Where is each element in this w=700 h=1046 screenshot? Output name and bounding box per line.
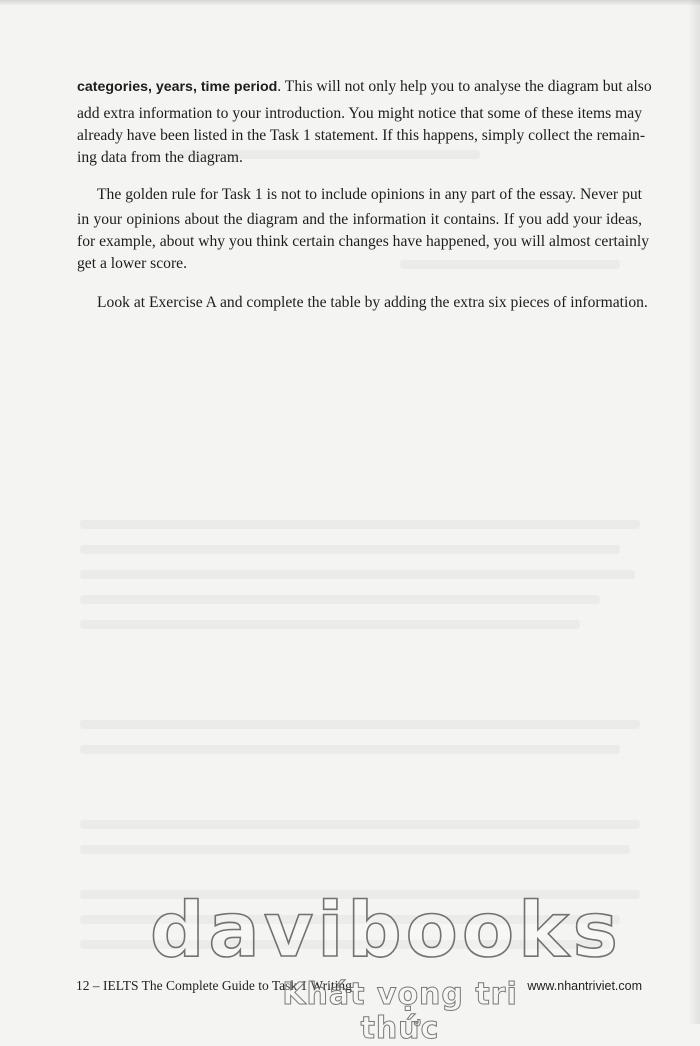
bleed-through-smudge — [80, 820, 640, 829]
watermark-brand-logo: davibooks — [150, 885, 622, 974]
paragraph-2-line-3: for example, about why you think certain changes have happened, you will almost certainly — [77, 233, 650, 250]
paragraph-1-line-4: ing data from the diagram. — [77, 149, 243, 166]
bleed-through-smudge — [80, 620, 580, 629]
bleed-through-smudge — [80, 545, 620, 554]
bleed-through-smudge — [80, 845, 630, 854]
paragraph-2-line-4: get a lower score. — [77, 255, 187, 272]
bleed-through-smudge — [80, 595, 600, 604]
bleed-through-smudge — [80, 720, 640, 729]
paragraph-2-line-2: in your opinions about the diagram and the information it contains. If you add your ideas, — [77, 211, 642, 228]
bold-keywords: categories, years, time period — [77, 79, 278, 95]
page-top-shadow — [0, 0, 700, 6]
paragraph-1-line-2: add extra information to your introduction. You might notice that some of these items may — [77, 105, 642, 122]
paragraph-3-line-1: Look at Exercise A and complete the table by adding the extra six pieces of information. — [97, 294, 648, 311]
paragraph-1-line-1-text: . This will not only help you to analyse the diagram but also — [277, 78, 652, 95]
footer-page-label: 12 – IELTS The Complete Guide to Task 1 Writing — [76, 978, 352, 993]
watermark-tagline: Khát vọng tri thức — [282, 977, 518, 1046]
paragraph-1-line-3: already have been listed in the Task 1 statement. If this happens, simply collect the remain- — [77, 127, 646, 144]
paragraph-2-line-1: The golden rule for Task 1 is not to include opinions in any part of the essay. Never put — [97, 186, 642, 203]
bleed-through-smudge — [80, 570, 635, 579]
bleed-through-smudge — [80, 520, 640, 529]
footer-website: www.nhantriviet.com — [527, 979, 642, 993]
page-edge-shadow — [688, 0, 700, 1024]
bleed-through-smudge — [80, 745, 620, 754]
paragraph-1-line-1 — [77, 76, 652, 98]
